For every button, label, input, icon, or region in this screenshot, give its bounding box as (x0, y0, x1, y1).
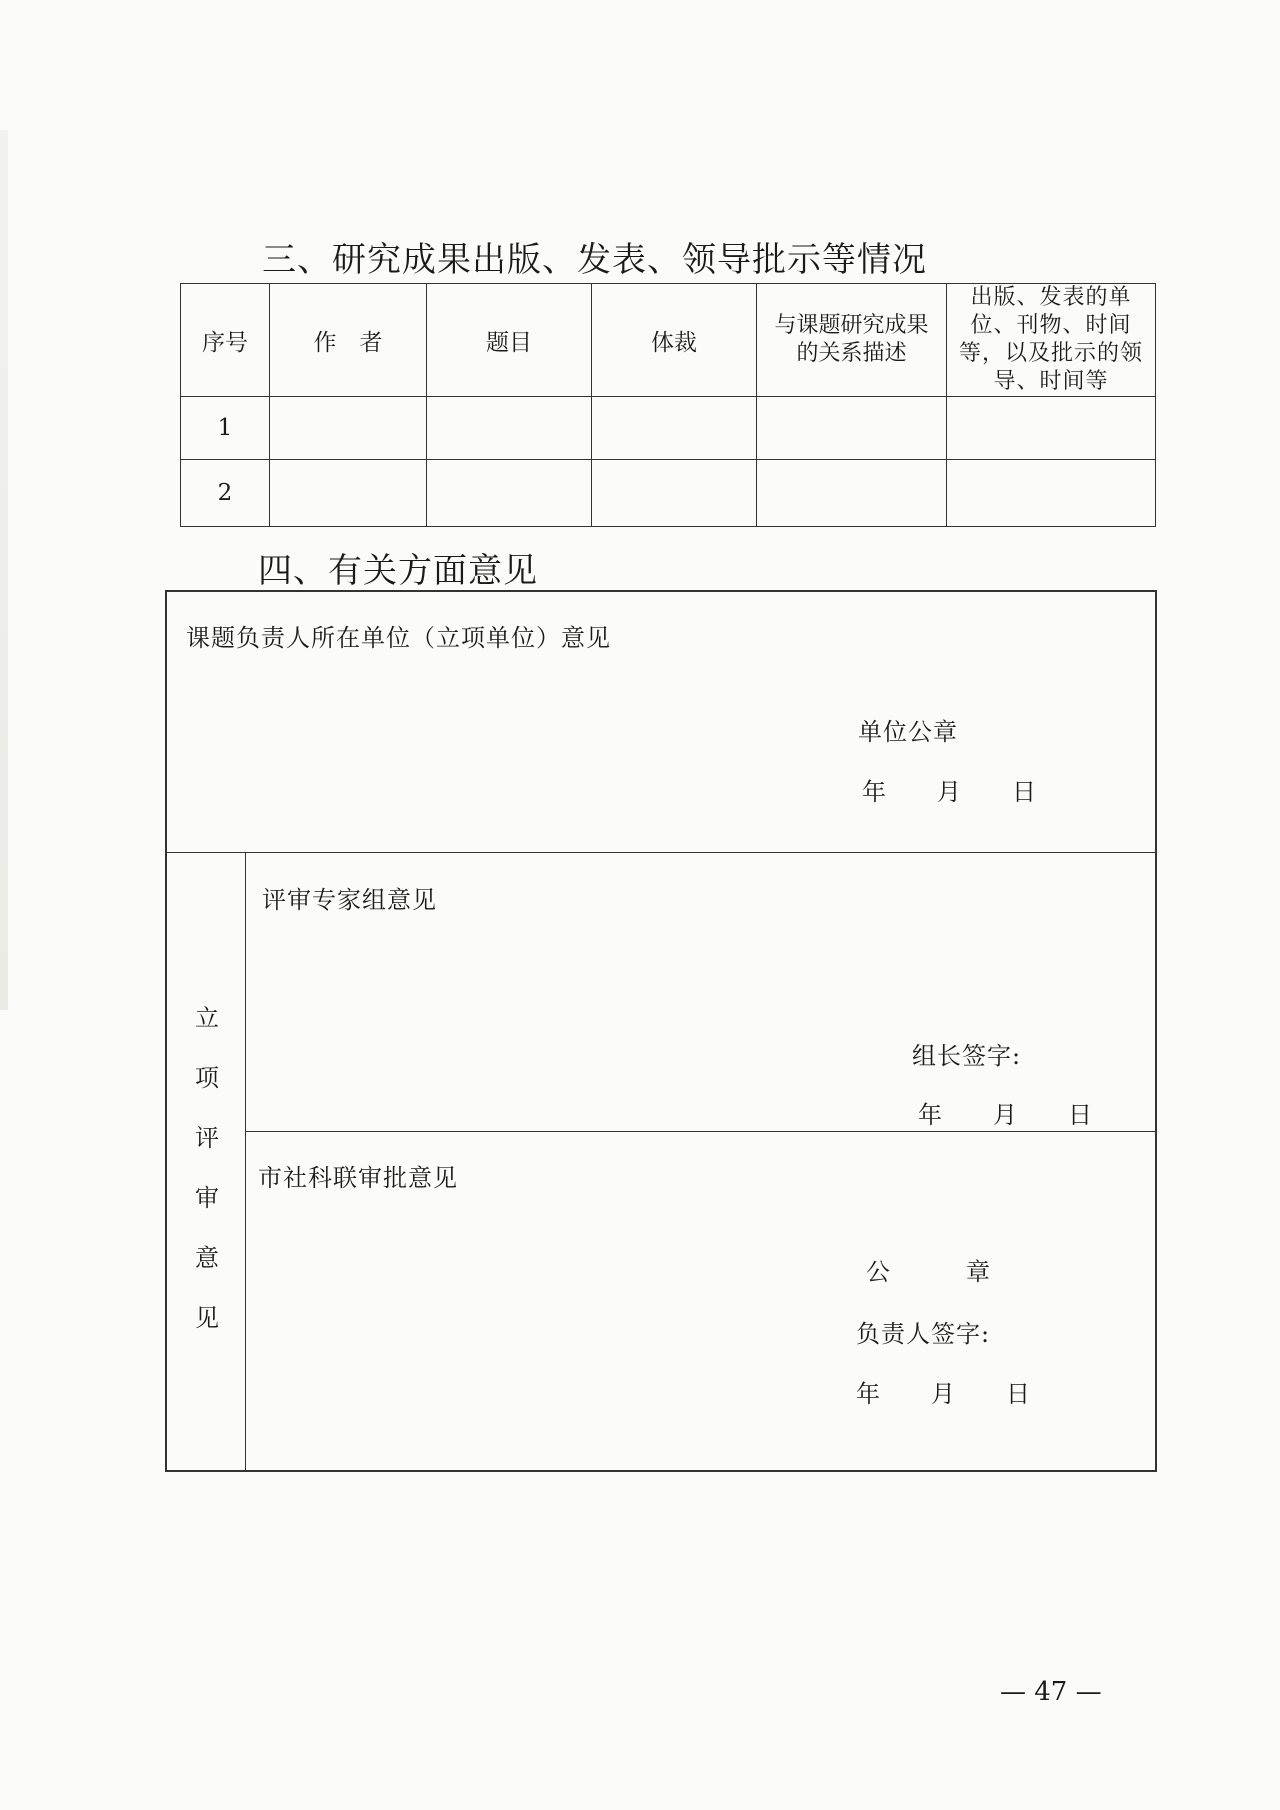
vertical-char: 评 (195, 1124, 219, 1152)
vertical-char: 见 (195, 1304, 219, 1332)
table-row (181, 460, 1156, 527)
header-no: 序号 (181, 284, 270, 397)
review-vertical-label (192, 1003, 222, 1363)
row2-title[interactable] (427, 460, 592, 527)
unit-date: 年 月 日 (862, 778, 1037, 806)
vertical-char: 立 (195, 1004, 219, 1032)
header-relation (757, 284, 947, 397)
opinions-box (165, 590, 1157, 1472)
page-number: — 47 — (1000, 1677, 1102, 1707)
unit-opinion-label: 课题负责人所在单位（立项单位）意见 (186, 624, 611, 652)
row1-venue[interactable] (947, 397, 1156, 460)
federation-opinion-label: 市社科联审批意见 (258, 1164, 458, 1192)
row1-no: 1 (181, 397, 270, 460)
federation-seal-label: 公 章 (866, 1258, 991, 1286)
divider-unit-review (166, 852, 1156, 853)
federation-date: 年 月 日 (856, 1380, 1031, 1408)
expert-opinion-label: 评审专家组意见 (262, 886, 437, 914)
vertical-char: 审 (195, 1184, 219, 1212)
header-venue-text: 出版、发表的单位、刊物、时间等，以及批示的领导、时间等 (958, 285, 1143, 394)
vertical-char: 意 (195, 1244, 219, 1272)
expert-signature-label: 组长签字: (912, 1042, 1022, 1070)
row1-genre[interactable] (592, 397, 757, 460)
header-venue (947, 284, 1156, 397)
table-header-row (181, 284, 1156, 397)
header-title: 题目 (427, 284, 592, 397)
header-author: 作 者 (270, 284, 427, 397)
unit-seal-label: 单位公章 (858, 718, 958, 746)
divider-expert-federation (245, 1131, 1156, 1132)
publication-table (180, 283, 1156, 527)
row2-no: 2 (181, 460, 270, 527)
table-row (181, 397, 1156, 460)
row1-relation[interactable] (757, 397, 947, 460)
row1-title[interactable] (427, 397, 592, 460)
row1-author[interactable] (270, 397, 427, 460)
federation-signature-label: 负责人签字: (856, 1320, 991, 1348)
row2-genre[interactable] (592, 460, 757, 527)
scan-edge-shadow (0, 130, 8, 1010)
section4-title: 四、有关方面意见 (258, 551, 538, 591)
section3-title: 三、研究成果出版、发表、领导批示等情况 (262, 240, 927, 280)
header-genre: 体裁 (592, 284, 757, 397)
expert-date: 年 月 日 (918, 1101, 1093, 1129)
row2-relation[interactable] (757, 460, 947, 527)
header-relation-text: 与课题研究成果的关系描述 (774, 313, 929, 366)
row2-author[interactable] (270, 460, 427, 527)
vertical-char: 项 (195, 1064, 219, 1092)
row2-venue[interactable] (947, 460, 1156, 527)
divider-vertical-label (245, 852, 246, 1471)
